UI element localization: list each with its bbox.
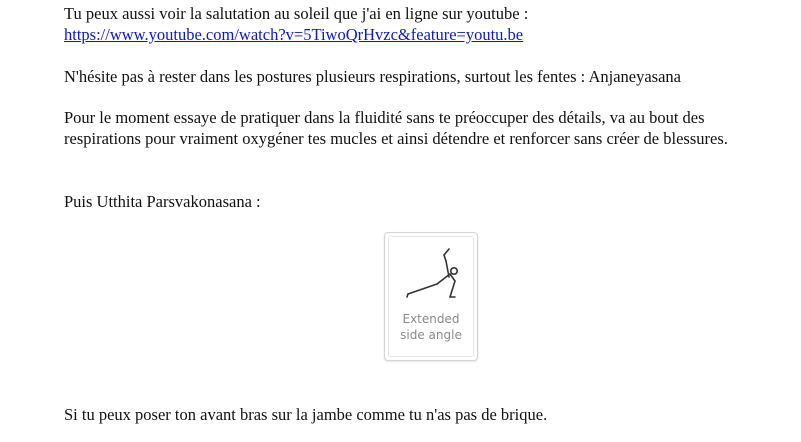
youtube-link[interactable]: https://www.youtube.com/watch?v=5TiwoQrHvzc&feature=youtu.be [64, 25, 524, 44]
pose-caption-line1: Extended [402, 312, 460, 326]
pose-card [384, 232, 478, 361]
pose-card-caption [385, 311, 477, 343]
closing-text: Si tu peux poser ton avant bras sur la jambe comme tu n'as pas de brique. [64, 405, 548, 424]
paragraph-youtube [64, 3, 528, 45]
paragraph-hold-postures [64, 66, 681, 87]
extended-side-angle-pose-icon [403, 247, 461, 307]
fluidity-text: Pour le moment essaye de pratiquer dans la fluidité sans te préoccuper des détails, va au bout des respirations pour vraiment oxygéner tes mucles et ainsi détendre et renforcer sans créer de blessures. [64, 108, 728, 148]
paragraph-next-pose [64, 191, 261, 212]
hold-postures-text: N'hésite pas à rester dans les postures plusieurs respirations, surtout les fentes : Anjaneyasana [64, 67, 681, 86]
youtube-intro-text: Tu peux aussi voir la salutation au soleil que j'ai en ligne sur youtube : [64, 4, 529, 23]
paragraph-fluidity [64, 107, 784, 149]
pose-caption-line2: side angle [400, 328, 462, 342]
next-pose-text: Puis Utthita Parsvakonasana : [64, 192, 261, 211]
paragraph-closing [64, 404, 547, 425]
